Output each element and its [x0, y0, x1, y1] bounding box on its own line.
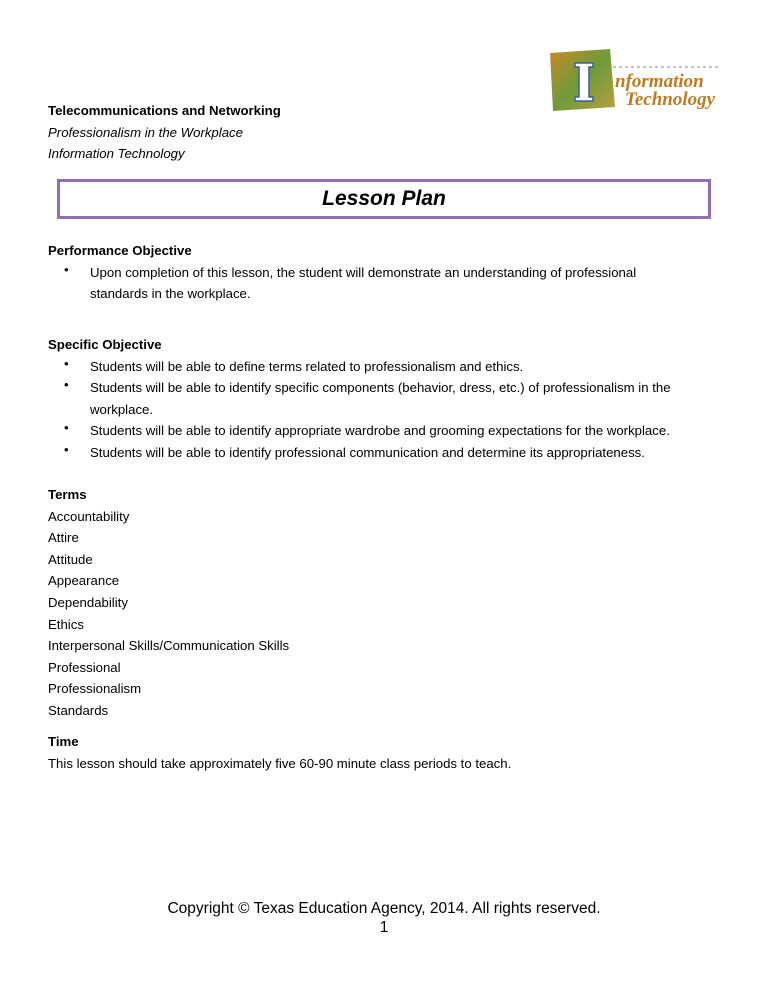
course-name: Telecommunications and Networking	[48, 103, 281, 118]
footer	[0, 899, 768, 937]
list-item: • Upon completion of this lesson, the student will demonstrate an understanding of professional standards in the workplace.	[64, 261, 637, 302]
section-heading: Specific Objective	[48, 337, 162, 352]
bullet-icon: •	[64, 420, 69, 436]
bullet-icon: •	[64, 355, 69, 371]
cluster-name: Information Technology	[48, 146, 185, 162]
list-item: • Students will be able to define terms related to professionalism and ethics.	[64, 355, 524, 374]
section-heading: Time	[48, 734, 79, 749]
term: Attire	[48, 530, 79, 546]
term: Interpersonal Skills/Communication Skills	[48, 638, 290, 654]
svg-text:nformation: nformation	[615, 71, 704, 92]
lesson-name: Professionalism in the Workplace	[48, 124, 243, 140]
term: Professionalism	[48, 681, 142, 697]
terms-section	[48, 484, 289, 722]
time-text: This lesson should take approximately five 60-90 minute class periods to teach.	[48, 755, 512, 771]
bullet-icon: •	[64, 261, 69, 277]
section-heading: Performance Objective	[48, 243, 192, 258]
term: Standards	[48, 702, 109, 718]
copyright-text: Copyright © Texas Education Agency, 2014. All rights reserved.	[167, 900, 601, 917]
term: Accountability	[48, 508, 130, 524]
term: Appearance	[48, 573, 120, 589]
section-heading: Terms	[48, 487, 87, 502]
list-item: • Students will be able to identify specific components (behavior, dress, etc.) of professionalism in the workplace.	[64, 377, 671, 417]
page-number: 1	[379, 919, 389, 936]
page-title: Lesson Plan	[57, 179, 711, 219]
performance-objective-section	[48, 240, 636, 305]
list-item: • Students will be able to identify professional communication and determine its appropriateness.	[64, 441, 645, 460]
term: Attitude	[48, 551, 93, 567]
time-section	[48, 731, 511, 774]
term: Ethics	[48, 616, 84, 632]
information-technology-logo	[535, 45, 725, 117]
specific-objective-section	[48, 334, 671, 464]
bullet-icon: •	[64, 377, 69, 393]
term: Professional	[48, 659, 121, 675]
bullet-icon: •	[64, 441, 69, 457]
svg-text:Technology: Technology	[625, 89, 716, 110]
term: Dependability	[48, 594, 128, 610]
list-item: • Students will be able to identify appropriate wardrobe and grooming expectations for the workplace.	[64, 420, 670, 439]
